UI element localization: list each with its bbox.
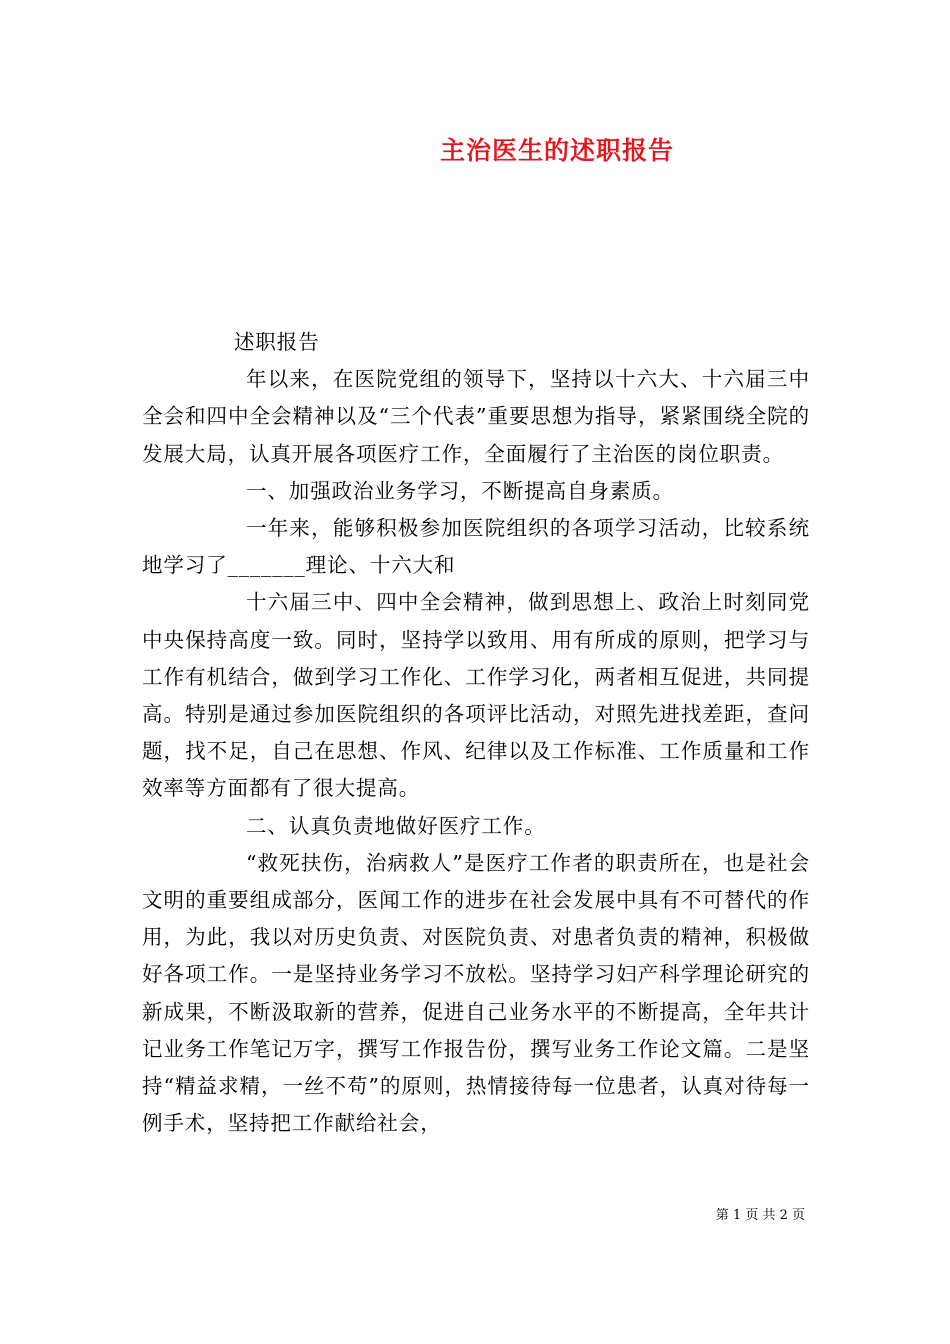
paragraph-medical-work: “救死扶伤，治病救人”是医疗工作者的职责所在，也是社会文明的重要组成部分，医闻工作的进步在社会发展中具有不可替代的作用，为此，我以对历史负责、对医院负责、对患者负责的精神，积极做好各项工作。一是坚持业务学习不放松。坚持学习妇产科学理论研究的新成果，不断汲取新的营养，促进自己业务水平的不断提高，全年共计记业务工作笔记万字，撰写工作报告份，撰写业务工作论文篇。二是坚持“精益求精，一丝不苟”的原则，热情接待每一位患者，认真对待每一例手术，坚持把工作献给社会， xyxy=(142,850,810,1136)
section-heading-1: 一、加强政治业务学习，不断提高自身素质。 xyxy=(246,478,674,503)
paragraph-intro: 年以来，在医院党组的领导下，坚持以十六大、十六届三中全会和四中全会精神以及“三个代表”重要思想为指导，紧紧围绕全院的发展大局，认真开展各项医疗工作，全面履行了主治医的岗位职责。 xyxy=(142,367,810,466)
document-title: 主治医生的述职报告 xyxy=(439,136,674,165)
report-heading: 述职报告 xyxy=(234,330,320,354)
document-body xyxy=(142,324,810,1142)
paragraph-study: 一年来，能够积极参加医院组织的各项学习活动，比较系统地学习了_______理论、十六大和 xyxy=(142,516,810,578)
paragraph-study-continued: 十六届三中、四中全会精神，做到思想上、政治上时刻同党中央保持高度一致。同时，坚持学以致用、用有所成的原则，把学习与工作有机结合，做到学习工作化、工作学习化，两者相互促进，共同提高。特别是通过参加医院组织的各项评比活动，对照先进找差距，查问题，找不足，自己在思想、作风、纪律以及工作标准、工作质量和工作效率等方面都有了很大提高。 xyxy=(142,590,810,801)
page-footer: 第 1 页 共 2 页 xyxy=(715,1208,805,1223)
section-heading-2: 二、认真负责地做好医疗工作。 xyxy=(246,813,546,838)
